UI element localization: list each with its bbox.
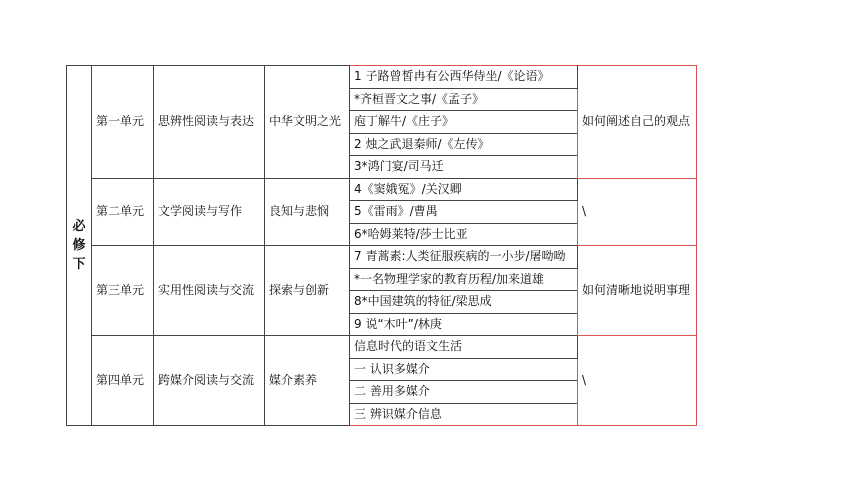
theme-cell: 良知与悲悯 — [265, 178, 350, 246]
theme-cell: 探索与创新 — [265, 246, 350, 336]
lesson-cell: 一 认识多媒介 — [350, 358, 578, 381]
writing-task-cell: \ — [578, 178, 697, 246]
writing-task-cell: 如何阐述自己的观点 — [578, 66, 697, 179]
theme-cell: 中华文明之光 — [265, 66, 350, 179]
lesson-cell: *一名物理学家的教育历程/加来道雄 — [350, 268, 578, 291]
book-label-cell — [67, 66, 92, 426]
table-row — [67, 178, 697, 201]
table-row — [67, 66, 697, 89]
lesson-cell: 6*哈姆莱特/莎士比亚 — [350, 223, 578, 246]
lesson-cell: 5《雷雨》/曹禺 — [350, 201, 578, 224]
book-label: 必修下 — [72, 218, 86, 272]
lesson-cell: 8*中国建筑的特征/梁思成 — [350, 291, 578, 314]
lesson-cell: 4《窦娥冤》/关汉卿 — [350, 178, 578, 201]
unit-name-cell: 第四单元 — [92, 336, 154, 426]
table-row — [67, 246, 697, 269]
lesson-cell: 3*鸿门宴/司马迁 — [350, 156, 578, 179]
writing-task-cell: 如何清晰地说明事理 — [578, 246, 697, 336]
table-row — [67, 336, 697, 359]
lesson-cell: 信息时代的语文生活 — [350, 336, 578, 359]
theme-cell: 媒介素养 — [265, 336, 350, 426]
lesson-cell: 7 青蒿素:人类征服疾病的一小步/屠呦呦 — [350, 246, 578, 269]
lesson-cell: 9 说“木叶”/林庚 — [350, 313, 578, 336]
task-group-cell: 实用性阅读与交流 — [154, 246, 265, 336]
lesson-cell: 庖丁解牛/《庄子》 — [350, 111, 578, 134]
unit-name-cell: 第三单元 — [92, 246, 154, 336]
lesson-cell: 三 辨识媒介信息 — [350, 403, 578, 426]
task-group-cell: 思辨性阅读与表达 — [154, 66, 265, 179]
lesson-cell: 2 烛之武退秦师/《左传》 — [350, 133, 578, 156]
lesson-cell: *齐桓晋文之事/《孟子》 — [350, 88, 578, 111]
lesson-cell: 1 子路曾皙冉有公西华侍坐/《论语》 — [350, 66, 578, 89]
task-group-cell: 文学阅读与写作 — [154, 178, 265, 246]
unit-name-cell: 第一单元 — [92, 66, 154, 179]
unit-name-cell: 第二单元 — [92, 178, 154, 246]
writing-task-cell: \ — [578, 336, 697, 426]
curriculum-table — [66, 65, 697, 426]
task-group-cell: 跨媒介阅读与交流 — [154, 336, 265, 426]
lesson-cell: 二 善用多媒介 — [350, 381, 578, 404]
